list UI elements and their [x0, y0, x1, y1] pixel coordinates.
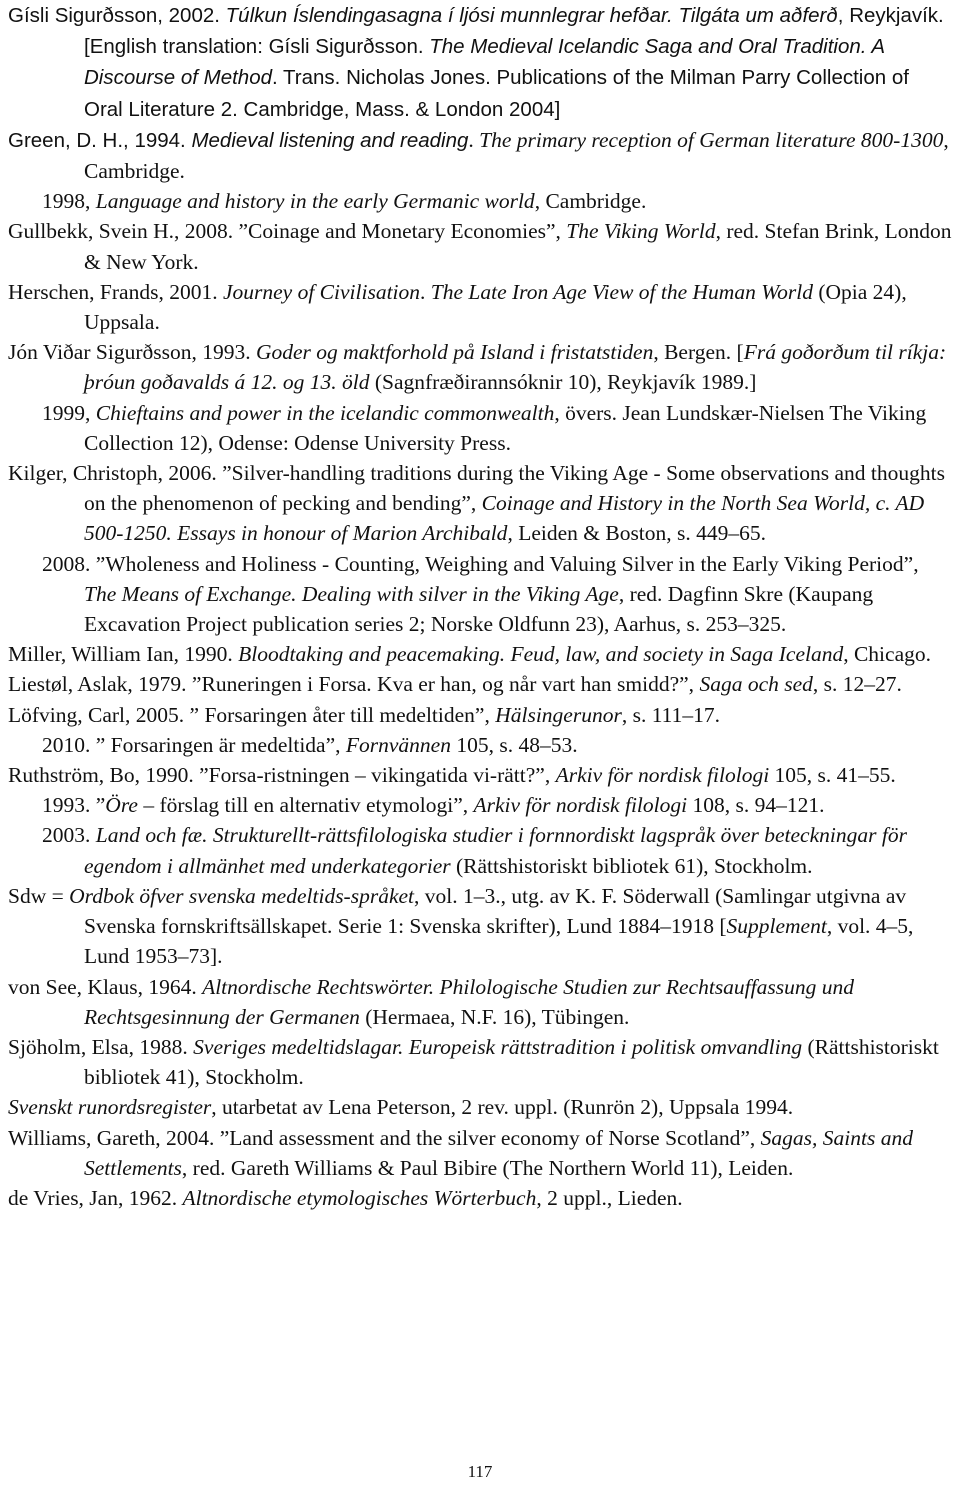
reference-title-italic: Journey of Civilisation — [222, 279, 421, 304]
reference-text: (Sagnfræðirannsóknir 10), Reykjavík 1989.] — [369, 370, 757, 395]
reference-text: 2008. ”Wholeness and Holiness - Counting, Weighing and Valuing Silver in the Early Viking Period”, — [42, 551, 919, 576]
reference-text: Gullbekk, Svein H., 2008. ”Coinage and Monetary Economies”, — [8, 219, 567, 244]
reference-title-italic: The Late Iron Age View of the Human World — [430, 279, 813, 304]
reference-title-italic: The primary reception of German literature 800-1300 — [479, 127, 944, 152]
reference-text: , Cambridge. — [534, 189, 647, 214]
reference-text: Ruthström, Bo, 1990. ”Forsa-ristningen – vikingatida vi-rätt?”, — [8, 763, 556, 788]
reference-entry — [8, 125, 952, 186]
repeat-author-dash — [8, 790, 42, 820]
reference-entry — [8, 337, 952, 397]
reference-text: de Vries, Jan, 1962. — [8, 1185, 183, 1210]
reference-text: Sjöholm, Elsa, 1988. — [8, 1034, 194, 1059]
reference-text: 2003. — [42, 823, 96, 848]
reference-text: , Reykjavík. [English translation: Gísli Sigurðsson. — [84, 4, 944, 59]
reference-title-italic: Bloodtaking and peacemaking. Feud, law, and society in Saga Iceland — [238, 642, 844, 667]
reference-entry — [8, 277, 952, 337]
reference-title-italic: Medieval listening and reading — [191, 128, 469, 152]
reference-text: , 2 uppl., Lieden. — [536, 1185, 683, 1210]
reference-text: (Rättshistoriskt bibliotek 61), Stockholm. — [450, 853, 813, 878]
reference-entry — [8, 1183, 952, 1213]
reference-title-italic: Altnordische Rechtswörter. Philologische Studien zur Rechtsauffassung und Rechtsgesinnung der Germanen — [84, 974, 854, 1029]
reference-title-italic: Öre — [105, 793, 138, 818]
reference-title-italic: Sveriges medeltidslagar. Europeisk rättstradition i politisk omvandling — [193, 1034, 803, 1059]
reference-title-italic: Frá goðorðum til ríkja: þróun goðavalds á 12. og 13. öld — [84, 340, 947, 395]
reference-text: . Trans. Nicholas Jones. Publications of the Milman Parry Collection of Oral Literature 2. Cambridge, Mass. & London 2004] — [84, 66, 909, 121]
reference-text: 105, s. 48–53. — [450, 732, 578, 757]
reference-text: Jón Viðar Sigurðsson, 1993. — [8, 340, 256, 365]
reference-text: Sdw = — [8, 883, 70, 908]
repeat-author-dash — [8, 398, 42, 428]
reference-text: , Bergen. [ — [653, 340, 744, 365]
reference-title-italic: The Medieval Icelandic Saga and Oral Tradition. A Discourse of Method — [84, 35, 885, 90]
reference-title-italic: Land och fæ. Strukturellt-rättsfilologiska studier i fornnordiskt lagspråk över beteckningar för egendom i allmänhet med underkategorier — [84, 823, 907, 878]
reference-entry — [8, 730, 952, 760]
reference-text: , s. 12–27. — [812, 672, 902, 697]
reference-text: Kilger, Christoph, 2006. ”Silver-handling traditions during the Viking Age - Some observations and thoughts on the phenomenon of pecking and bending”, — [8, 461, 945, 516]
reference-entry — [8, 881, 952, 972]
repeat-author-dash — [8, 186, 42, 216]
reference-entry — [8, 700, 952, 730]
reference-entry — [8, 639, 952, 669]
repeat-author-dash — [8, 549, 42, 579]
reference-text: , Chicago. — [843, 642, 931, 667]
reference-entry — [8, 1092, 952, 1122]
reference-text: 1993. ” — [42, 793, 106, 818]
reference-text: , red. Gareth Williams & Paul Bibire (The Northern World 11), Leiden. — [181, 1155, 794, 1180]
reference-text: Herschen, Frands, 2001. — [8, 279, 223, 304]
repeat-author-dash — [8, 730, 42, 760]
reference-entry — [8, 216, 952, 276]
reference-title-italic: Supplement — [726, 914, 827, 939]
reference-entry — [8, 1123, 952, 1183]
reference-entry — [8, 790, 952, 820]
reference-title-italic: Ordbok öfver svenska medeltids-språket — [69, 883, 415, 908]
reference-text: , vol. 1–3., utg. av K. F. Söderwall (Samlingar utgivna av Svenska fornskriftsällskapet. Serie 1: Svenska skrifter), Lund 1884–1918 [ — [84, 883, 907, 939]
reference-text: Green, D. H., 1994. — [8, 128, 192, 152]
reference-title-italic: Language and history in the early Germanic world — [95, 189, 535, 214]
reference-text: , Cambridge. — [84, 127, 949, 184]
reference-entry — [8, 458, 952, 549]
reference-title-italic: Saga och sed — [699, 672, 813, 697]
reference-title-italic: Altnordische etymologisches Wörterbuch — [182, 1185, 537, 1210]
reference-text: (Rättshistoriskt bibliotek 41), Stockholm. — [84, 1034, 939, 1090]
reference-text: (Hermaea, N.F. 16), Tübingen. — [359, 1004, 630, 1029]
reference-title-italic: Coinage and History in the North Sea World, c. AD 500-1250. Essays in honour of Marion Archibald — [84, 491, 925, 546]
reference-title-italic: Chieftains and power in the icelandic commonwealth — [95, 400, 555, 425]
reference-entry — [8, 820, 952, 880]
reference-text: , Leiden & Boston, s. 449–65. — [507, 521, 767, 546]
reference-entry — [8, 398, 952, 458]
reference-title-italic: Arkiv för nordisk filologi — [555, 763, 770, 788]
page-number: 117 — [467, 1462, 493, 1481]
reference-title-italic: Fornvännen — [345, 732, 451, 757]
reference-title-italic: Goder og maktforhold på Island i fristatstiden — [255, 340, 654, 365]
reference-list — [8, 0, 952, 1213]
reference-text: , red. Stefan Brink, London & New York. — [84, 219, 952, 274]
reference-title-italic: The Viking World — [566, 219, 716, 244]
reference-text: . — [468, 127, 480, 152]
reference-text: Williams, Gareth, 2004. ”Land assessment and the silver economy of Norse Scotland”, — [8, 1125, 761, 1150]
reference-entry — [8, 1032, 952, 1092]
reference-text: (Opia 24), Uppsala. — [84, 279, 907, 335]
reference-entry — [8, 186, 952, 216]
reference-text: Gísli Sigurðsson, 2002. — [8, 4, 226, 27]
reference-text: Löfving, Carl, 2005. ” Forsaringen åter till medeltiden”, — [8, 702, 496, 727]
reference-entry — [8, 549, 952, 640]
reference-text: Liestøl, Aslak, 1979. ”Runeringen i Forsa. Kva er han, og når vart han smidd?”, — [8, 672, 700, 697]
reference-title-italic: Sagas, Saints and Settlements — [84, 1125, 913, 1180]
reference-text: Miller, William Ian, 1990. — [8, 642, 239, 667]
reference-text: 108, s. 94–121. — [687, 793, 825, 818]
reference-text: – förslag till en alternativ etymologi”, — [137, 793, 474, 818]
reference-entry — [8, 0, 952, 125]
reference-text: 1999, — [42, 400, 96, 425]
repeat-author-dash — [8, 820, 42, 850]
reference-entry — [8, 972, 952, 1032]
reference-text: , vol. 4–5, Lund 1953–73]. — [84, 914, 914, 969]
reference-title-italic: Hälsingerunor — [495, 702, 622, 727]
reference-text: , s. 111–17. — [621, 702, 720, 727]
reference-title-italic: Túlkun Íslendingasagna í ljósi munnlegrar hefðar. Tilgáta um aðferð — [225, 4, 838, 27]
reference-text: , utarbetat av Lena Peterson, 2 rev. uppl. (Runrön 2), Uppsala 1994. — [211, 1095, 794, 1120]
reference-text: , övers. Jean Lundskær-Nielsen The Viking Collection 12), Odense: Odense University Press. — [84, 400, 927, 455]
reference-title-italic: Svenskt runordsregister — [8, 1095, 212, 1120]
reference-title-italic: The Means of Exchange. Dealing with silver in the Viking Age — [84, 581, 619, 606]
reference-text: 105, s. 41–55. — [769, 763, 896, 788]
reference-text: . — [420, 279, 431, 304]
reference-title-italic: Arkiv för nordisk filologi — [473, 793, 688, 818]
reference-entry — [8, 669, 952, 699]
reference-text: 2010. ” Forsaringen är medeltida”, — [42, 732, 346, 757]
reference-text: von See, Klaus, 1964. — [8, 974, 203, 999]
reference-text: 1998, — [42, 189, 96, 214]
reference-entry — [8, 760, 952, 790]
reference-text: , red. Dagfinn Skre (Kaupang Excavation Project publication series 2; Norske Oldfunn 23), Aarhus, s. 253–325. — [84, 581, 874, 637]
